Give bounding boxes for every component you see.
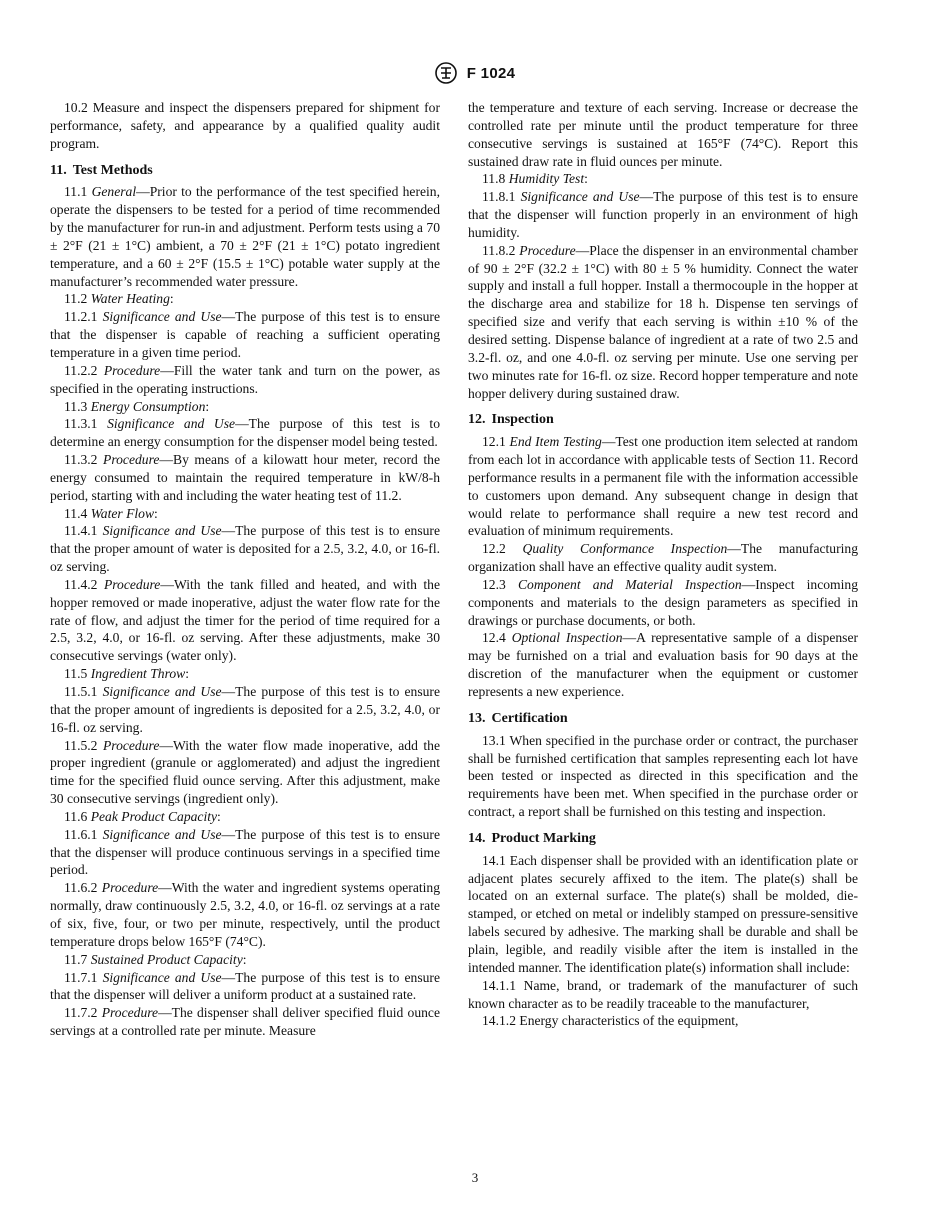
clause-number: 11.5 [64, 666, 88, 682]
clause-paragraph [468, 977, 858, 1013]
clause-number: 14.1 [482, 852, 506, 868]
clause-number: 12.2 [482, 541, 506, 557]
clause-subtitle: Humidity Test [508, 171, 585, 187]
left-column [50, 99, 440, 1040]
clause-paragraph [468, 188, 858, 242]
clause-paragraph [50, 99, 440, 153]
clause-number: 11.4.2 [64, 576, 98, 592]
clause-number: 12.1 [482, 434, 506, 450]
clause-paragraph [50, 522, 440, 576]
clause-subtitle: Significance and Use [102, 826, 222, 842]
clause-text: —Inspect incoming components and materials to the design parameters as specified in drawings or purchase documents, or both. [468, 576, 858, 628]
clause-number: 11.2.2 [64, 362, 98, 378]
standard-designation: F 1024 [466, 64, 516, 82]
clause-number: 13.1 [482, 732, 506, 748]
clause-paragraph [50, 1004, 440, 1040]
clause-paragraph [50, 576, 440, 665]
clause-text: : [185, 666, 190, 682]
clause-subtitle: Significance and Use [102, 309, 222, 325]
clause-text: —The purpose of this test is to ensure that the dispenser will function properly in an environment of high humidity. [468, 189, 858, 240]
clause-paragraph [50, 951, 440, 969]
clause-subtitle: General [91, 184, 137, 200]
clause-number: 11.5.1 [64, 684, 98, 699]
clause-number: 11.4.1 [64, 523, 98, 539]
clause-paragraph [50, 308, 440, 362]
clause-subtitle: Peak Product Capacity [90, 808, 218, 824]
section-heading [468, 411, 858, 429]
clause-text: —By means of a kilowatt hour meter, record the energy consumed to maintain the required temperature in kW/8-h period, starting with and including the water heating test of 11.2. [50, 452, 440, 503]
clause-text: —Place the dispenser in an environmental chamber of 90 ± 2°F (32.2 ± 1°C) with 80 ± 5 % humidity. Connect the water supply and install a full hopper. Install a thermocouple in the hopper at the discharge area and stabilize for 18 h. Dispense ten servings of specified size and verify that each serving is within ±10 % of the desired setting. Dispense balance of ingredient at a rate of two 2.5 and 3.2-fl. oz, and one 4.0-fl. oz serving per minute. Use one serving per two minutes rate for 16-fl. oz size. Record hopper temperature and note hopper delivery during sustained draw. [468, 242, 858, 401]
clause-number: 11.4 [64, 505, 88, 521]
clause-subtitle: Procedure [103, 452, 160, 468]
clause-subtitle: Procedure [101, 880, 159, 896]
clause-subtitle: Procedure [103, 362, 161, 378]
clause-text: : [217, 808, 221, 824]
clause-text: —A representative sample of a dispenser may be furnished on a trial and evaluation basis for 90 days at the discretion of the manufacturer when the equipment or customer represents a new experience. [468, 630, 859, 699]
clause-subtitle: Water Flow [90, 505, 155, 521]
clause-number: 14.1.1 [482, 977, 516, 993]
clause-paragraph [50, 969, 440, 1005]
clause-number: 11.6.1 [64, 826, 98, 842]
clause-text: —The purpose of this test is to determine an energy consumption for the dispenser model being tested. [50, 416, 440, 450]
clause-subtitle: Procedure [102, 737, 160, 753]
section-heading [50, 162, 440, 180]
section-title: Certification [491, 710, 568, 726]
clause-text: —With the water flow made inoperative, add the proper ingredient (granule or agglomerated) and adjust the ingredient time for the specified fluid ounce serving. After this adjustment, make 30 consecutive servings (ingredient only). [50, 737, 440, 807]
clause-subtitle: Significance and Use [102, 523, 222, 539]
clause-paragraph [468, 170, 858, 188]
clause-number: 11.1 [64, 184, 88, 200]
clause-text: —The purpose of this test is to ensure that the dispenser is capable of reaching a sufficient operating temperature in a given time period. [50, 309, 440, 360]
clause-paragraph [468, 540, 858, 576]
clause-number: 14.1.2 [482, 1013, 516, 1029]
clause-subtitle: Significance and Use [102, 684, 222, 699]
clause-text: —The manufacturing organization shall have an effective quality audit system. [468, 541, 858, 575]
section-heading [468, 830, 858, 848]
clause-text: Energy characteristics of the equipment, [519, 1013, 739, 1029]
clause-number: 10.2 [64, 100, 88, 115]
page-number: 3 [471, 1170, 479, 1185]
clause-paragraph [468, 576, 858, 630]
clause-subtitle: End Item Testing [509, 434, 602, 450]
section-number: 13. [468, 710, 486, 726]
clause-subtitle: Sustained Product Capacity [90, 951, 243, 967]
clause-text: —The purpose of this test is to ensure that the dispenser will deliver a uniform product at a sustained rate. [50, 969, 440, 1003]
clause-number: 11.3.2 [64, 452, 98, 468]
clause-subtitle: Quality Conformance Inspection [522, 541, 728, 557]
clause-text: —The purpose of this test is to ensure that the proper amount of ingredients is deposited for a 2.5, 3.2, 4.0, or 16-fl. oz serving. [50, 684, 440, 735]
clause-number: 11.3.1 [64, 416, 98, 432]
clause-paragraph [468, 242, 858, 403]
section-number: 14. [468, 830, 486, 846]
clause-text: Measure and inspect the dispensers prepared for shipment for performance, safety, and appearance by a qualified quality audit program. [50, 100, 440, 151]
clause-number: 11.6.2 [64, 880, 98, 896]
clause-text: Name, brand, or trademark of the manufacturer of such known character as to be readily traceable to the manufacturer, [468, 977, 858, 1011]
clause-subtitle: Significance and Use [107, 416, 236, 432]
clause-text: —Prior to the performance of the test specified herein, operate the dispensers to be tested for a period of time recommended by the manufacturer for run-in and adjustment. Perform tests using a 70 ± 2°F (21 ± 1°C) ambient, a 70 ± 2°F (21 ± 1°C) potato ingredient temperature, and a 60 ± 2°F (15.5 ± 1°C) potable water supply at the manufacturer’s recommended water pressure. [50, 184, 440, 289]
clause-number: 12.4 [482, 630, 506, 646]
clause-number: 11.8 [482, 171, 506, 187]
clause-text: —With the tank filled and heated, and with the hopper removed or made inoperative, adjust the water flow rate for the rate of flow, and adjust the timer for the period of time required for a 2.5, 3.2, 4.0, or 16-fl. oz serving. After these adjustments, make 30 consecutive servings (water only). [50, 576, 440, 664]
clause-paragraph [50, 505, 440, 523]
clause-paragraph [468, 629, 858, 700]
clause-text: —The purpose of this test is to ensure that the dispenser will produce continuous servings in a specified time period. [50, 826, 440, 878]
clause-paragraph [468, 732, 858, 821]
clause-paragraph [50, 398, 440, 416]
paragraph-continuation: the temperature and texture of each serving. Increase or decrease the controlled rate per minute until the product temperature for three consecutive servings is sustained at 165°F (74°C). Report this sustained draw rate in fluid ounces per minute. [468, 100, 858, 169]
page-header [0, 62, 950, 84]
section-heading [468, 710, 858, 728]
clause-text: —The dispenser shall deliver specified fluid ounce servings at a controlled rate per minute. Measure [50, 1005, 440, 1039]
clause-paragraph [468, 852, 858, 977]
clause-text: : [205, 398, 210, 414]
clause-text: : [154, 505, 158, 521]
clause-text: When specified in the purchase order or contract, the purchaser shall be furnished certification that samples representing each lot have been tested or inspected as directed in this specification and the requirements have been met. When specified in the purchase order or contract, a report shall be furnished on this testing and inspection. [468, 732, 859, 820]
clause-subtitle: Procedure [519, 242, 576, 258]
clause-paragraph [468, 433, 858, 540]
clause-number: 11.7 [64, 951, 88, 967]
clause-paragraph [50, 808, 440, 826]
section-title: Inspection [491, 412, 554, 428]
clause-paragraph [50, 683, 440, 737]
clause-paragraph [50, 451, 440, 505]
clause-number: 11.3 [64, 398, 88, 414]
clause-number: 11.8.1 [482, 189, 516, 205]
clause-subtitle: Procedure [101, 1005, 159, 1021]
clause-number: 11.7.1 [64, 969, 98, 985]
right-column [468, 99, 858, 1030]
clause-number: 11.8.2 [482, 242, 516, 258]
clause-subtitle: Component and Material Inspection [517, 576, 742, 592]
clause-number: 12.3 [482, 576, 506, 592]
clause-number: 11.7.2 [64, 1005, 98, 1021]
clause-paragraph [50, 665, 440, 683]
clause-paragraph [50, 879, 440, 950]
clause-subtitle: Significance and Use [102, 969, 222, 985]
clause-paragraph [468, 1012, 858, 1030]
clause-paragraph [50, 183, 440, 290]
clause-text: : [169, 291, 174, 307]
clause-number: 11.5.2 [64, 737, 98, 753]
section-number: 12. [468, 412, 486, 428]
clause-subtitle: Procedure [103, 576, 161, 592]
section-title: Test Methods [72, 162, 153, 178]
clause-text: —Fill the water tank and turn on the power, as specified in the operating instructions. [50, 362, 440, 396]
clause-text: : [242, 951, 247, 967]
clause-subtitle: Ingredient Throw [90, 666, 186, 682]
clause-text: : [584, 171, 588, 187]
clause-subtitle: Energy Consumption [90, 398, 206, 414]
clause-paragraph [50, 737, 440, 808]
clause-paragraph [50, 290, 440, 308]
clause-number: 11.2.1 [64, 309, 98, 325]
clause-subtitle: Optional Inspection [511, 630, 623, 646]
clause-number: 11.2 [64, 291, 88, 307]
clause-paragraph [50, 362, 440, 398]
section-number: 11. [50, 162, 67, 178]
clause-text: —Test one production item selected at random from each lot in accordance with applicable tests of Section 11. Record performance results in a permanent file with the information accessible to customers upon demand. Any subsequent change in design that would relate to performance shall require a new test record and evaluation of minimum requirements. [468, 434, 858, 539]
clause-paragraph [50, 826, 440, 880]
clause-paragraph [50, 415, 440, 451]
clause-number: 11.6 [64, 808, 88, 824]
clause-text: —With the water and ingredient systems operating normally, draw continuously 2.5, 3.2, 4.0, or 16-fl. oz servings at a rate of six, five, four, or two per minute, respectively, until the product temperature drops below 165°F (74°C). [50, 880, 441, 949]
section-title: Product Marking [491, 830, 596, 846]
clause-text: —The purpose of this test is to ensure that the proper amount of water is deposited for a 2.5, 3.2, 4.0, or 16-fl. oz serving. [50, 523, 440, 575]
astm-logo-icon [435, 62, 457, 84]
clause-subtitle: Significance and Use [520, 189, 640, 205]
clause-subtitle: Water Heating [90, 291, 170, 307]
clause-text: Each dispenser shall be provided with an identification plate or adjacent plates securely affixed to the item. The plate(s) shall be located on an external surface. The plate(s) shall be molded, die-stamped, or etched on metal or indelibly stamped on pressure-sensitive labels secured by adhesive. The marking shall be durable and shall be plain, legible, and readily visible after the item is installed in the intended manner. The identification plate(s) information shall include: [468, 852, 858, 975]
